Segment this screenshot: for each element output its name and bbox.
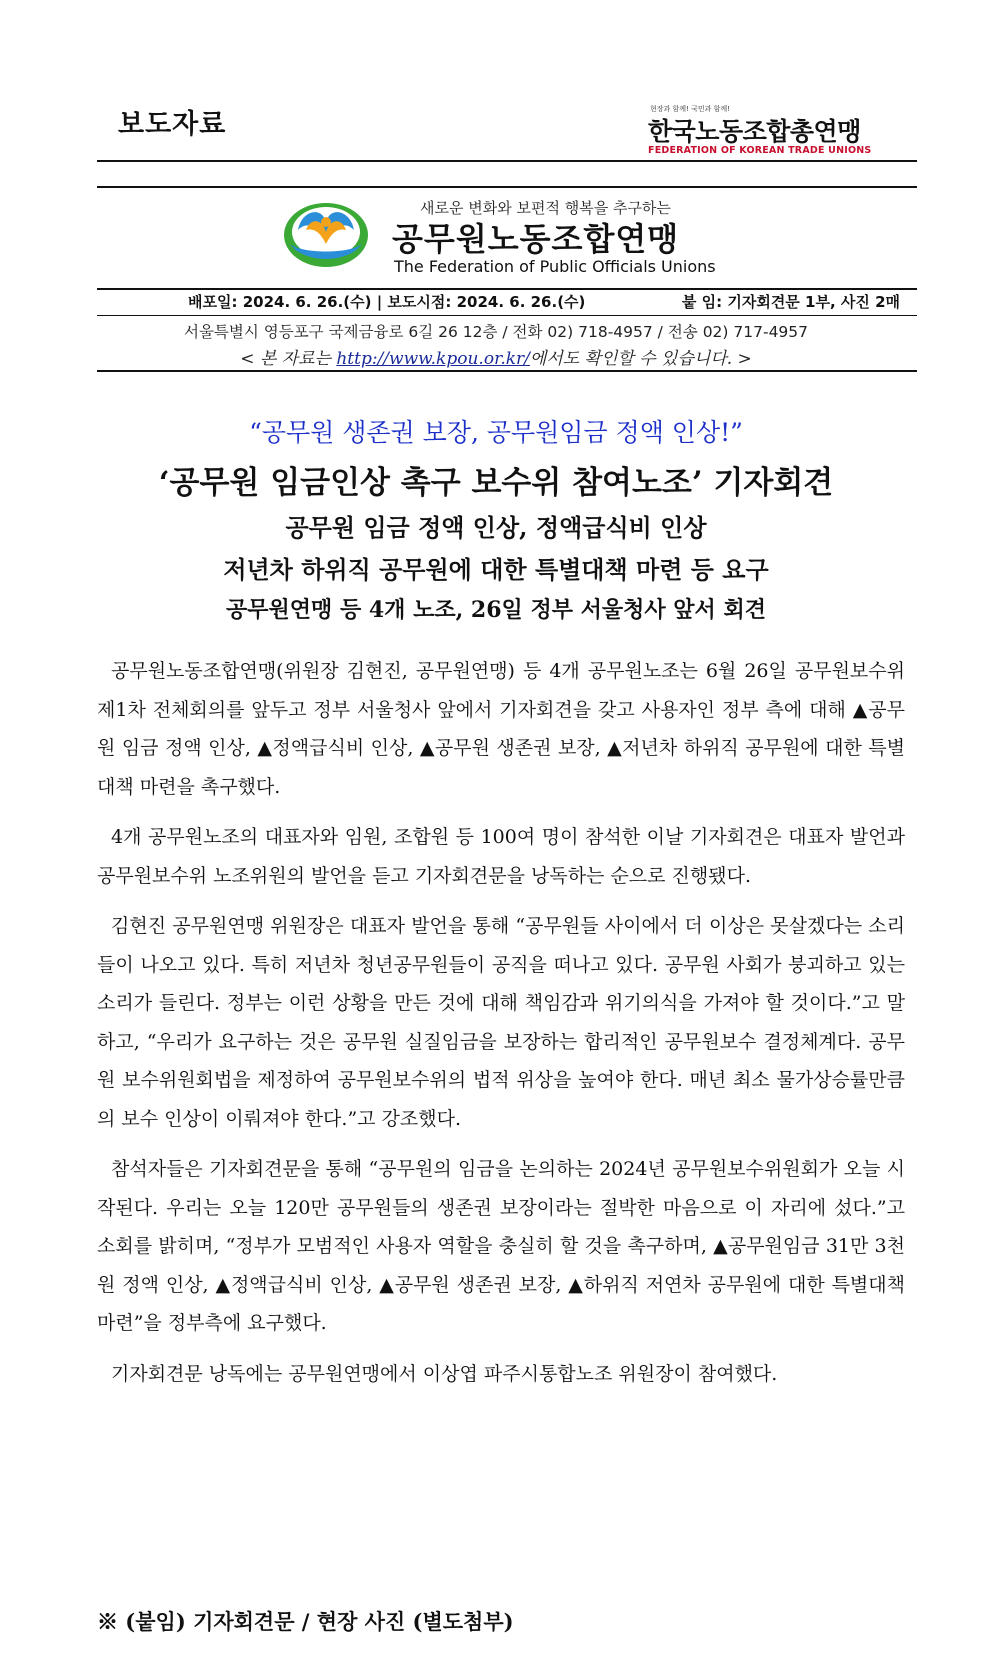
paragraph: 김현진 공무원연맹 위원장은 대표자 발언을 통해 “공무원들 사이에서 더 이상은 못살겠다는 소리들이 나오고 있다. 특히 저년차 청년공무원들이 공직을 떠나고 있다. 공무원 사회가 붕괴하고 있는 소리가 들린다. 정부는 이런 상황을 만든 것에 대해 책임감과 위기의식을 가져야 할 것이다.”고 말하고, “우리가 요구하는 것은 공무원 실질임금을 보장하는 합리적인 공무원보수 결정체계다. 공무원 보수위원회법을 제정하여 공무원보수위의 법적 위상을 높여야 한다. 매년 최소 물가상승률만큼의 보수 인상이 이뤄져야 한다.”고 강조했다. <box>97 915 905 1130</box>
attachments-note: 붙 임: 기자회견문 1부, 사진 2매 <box>681 293 900 311</box>
paragraph: 4개 공무원노조의 대표자와 임원, 조합원 등 100여 명이 참석한 이날 기자회견은 대표자 발언과 공무원보수위 노조위원의 발언을 듣고 기자회견문을 낭독하는 순으로 진행됐다. <box>97 826 905 887</box>
org-name-ko: 공무원노동조합연맹 <box>392 220 680 258</box>
org-name-en: The Federation of Public Officials Unions <box>394 257 716 276</box>
release-dates: 배포일: 2024. 6. 26.(수) | 보도시점: 2024. 6. 26.(수) <box>188 293 586 311</box>
article-body <box>97 652 905 1405</box>
union-logo-icon <box>280 200 372 270</box>
paragraph: 참석자들은 기자회견문을 통해 “공무원의 임금을 논의하는 2024년 공무원보수위원회가 오늘 시작된다. 우리는 오늘 120만 공무원들의 생존권 보장이라는 절박한 마음으로 이 자리에 섰다.”고 소회를 밝히며, “정부가 모범적인 사용자 역할을 충실히 할 것을 촉구하며, ▲공무원임금 31만 3천원 정액 인상, ▲정액급식비 인상, ▲공무원 생존권 보장, ▲하위직 저연차 공무원에 대한 특별대책 마련”을 정부측에 요구했다. <box>97 1158 905 1334</box>
divider <box>97 315 917 316</box>
headline-subtitle: 공무원연맹 등 4개 노조, 26일 정부 서울청사 앞서 회견 <box>226 597 766 623</box>
notice-suffix: 에서도 확인할 수 있습니다. > <box>529 349 752 369</box>
headline-slogan: “공무원 생존권 보장, 공무원임금 정액 인상!” <box>249 418 743 447</box>
org-slogan: 새로운 변화와 보편적 행복을 추구하는 <box>420 199 671 217</box>
fktu-tagline: 현장과 함께! 국민과 함께! <box>650 105 730 113</box>
fktu-name-en: FEDERATION OF KOREAN TRADE UNIONS <box>648 145 872 156</box>
divider <box>97 370 917 372</box>
fktu-name: 한국노동조합총연맹 <box>648 117 861 146</box>
attachment-footer-note: ※ (붙임) 기자회견문 / 현장 사진 (별도첨부) <box>97 1609 514 1634</box>
headline-title: ‘공무원 임금인상 촉구 보수위 참여노조’ 기자회견 <box>158 465 834 501</box>
paragraph: 공무원노동조합연맹(위원장 김현진, 공무원연맹) 등 4개 공무원노조는 6월 26일 공무원보수위 제1차 전체회의를 앞두고 정부 서울청사 앞에서 기자회견을 갖고 사용자인 정부 측에 대해 ▲공무원 임금 정액 인상, ▲정액급식비 인상, ▲공무원 생존권 보장, ▲저년차 하위직 공무원에 대한 특별대책 마련을 촉구했다. <box>97 660 905 798</box>
divider <box>97 160 917 162</box>
headline-subtitle: 저년차 하위직 공무원에 대한 특별대책 마련 등 요구 <box>223 555 769 584</box>
divider <box>97 288 917 290</box>
divider <box>97 186 917 188</box>
website-link[interactable]: http://www.kpou.or.kr/ <box>336 349 530 369</box>
headline-subtitle: 공무원 임금 정액 인상, 정액급식비 인상 <box>285 513 707 542</box>
fktu-logo <box>648 104 898 156</box>
notice-prefix: < 본 자료는 <box>240 349 337 369</box>
paragraph: 기자회견문 낭독에는 공무원연맹에서 이상엽 파주시통합노조 위원장이 참여했다. <box>111 1362 778 1385</box>
website-notice <box>0 344 992 369</box>
press-release-label: 보도자료 <box>118 109 227 140</box>
contact-address: 서울특별시 영등포구 국제금융로 6길 26 12층 / 전화 02) 718-4957 / 전송 02) 717-4957 <box>183 323 809 341</box>
